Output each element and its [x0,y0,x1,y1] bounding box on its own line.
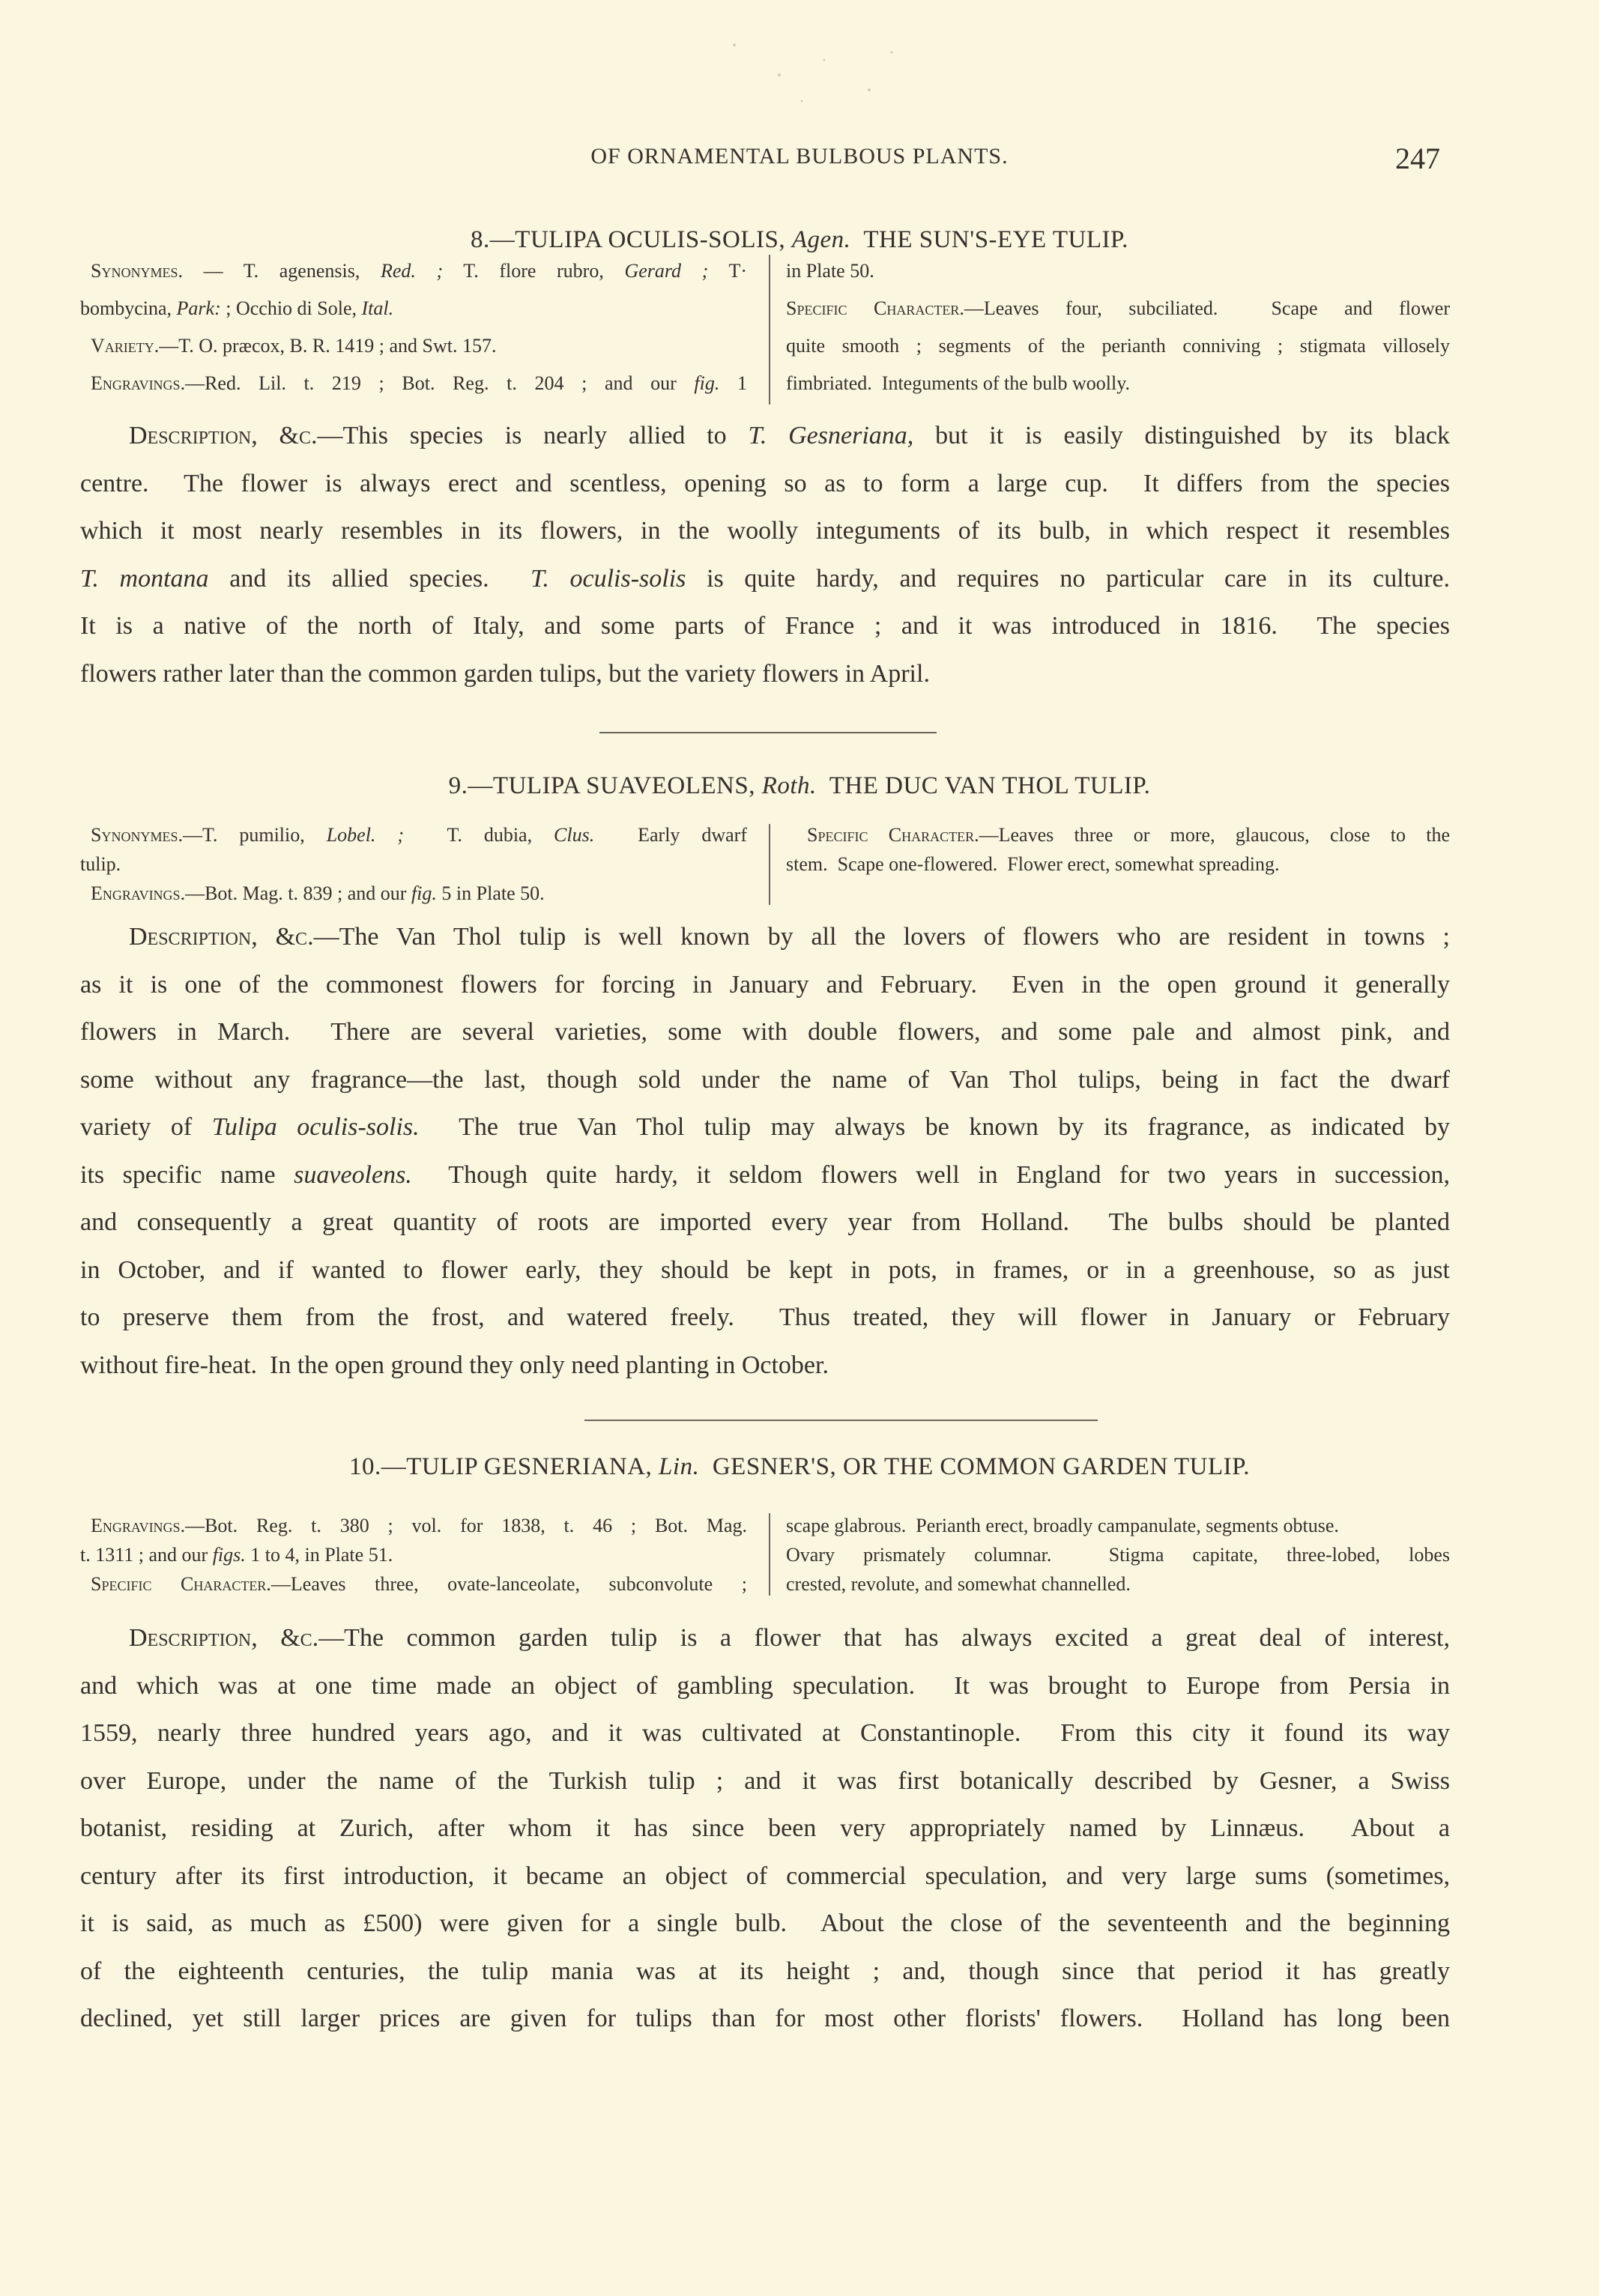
text-line [80,460,1450,508]
text-run: it is said, as much as £500) were given for a single bulb. About the close of the seventeenth and the beginning [80,1909,1450,1937]
text-line [80,879,747,908]
italic-text: Lin. [659,1453,700,1480]
text-line [786,820,1450,849]
text-run: and its allied species. [208,564,531,593]
text-run: 1 [719,372,747,394]
text-run: flowers rather later than the common garden tulips, but the variety flowers in April. [80,659,930,688]
text-run: THE SUN'S-EYE TULIP. [850,226,1128,253]
text-run: and consequently a great quantity of roots are imported every year from Holland. The bulbs should be planted [80,1208,1450,1236]
text-run: in October, and if wanted to flower early, they should be kept in pots, in frames, or in a greenhouse, so as just [80,1255,1450,1284]
text-line [80,412,1450,460]
italic-text: T. montana [80,564,209,593]
text-line [80,1805,1450,1853]
text-line [80,327,747,365]
section-8-right-column [786,252,1450,402]
section-10-title [0,1453,1599,1481]
text-line [786,327,1450,365]
italic-text: T. Gesneriana, [748,422,914,449]
text-run: It is a native of the north of Italy, and some parts of France ; and it was introduced in 1816. The species [80,612,1450,640]
text-line [80,820,747,849]
text-line [80,1540,747,1569]
text-line [80,1948,1450,1996]
italic-text: Roth. [761,772,817,799]
text-line [80,555,1450,603]
text-run: and which was at one time made an object of gambling speculation. It was brought to Europe from Persia in [80,1671,1450,1700]
small-caps-heading: Description, &c. [129,422,318,449]
section-9-description [80,913,1450,1389]
text-run: declined, yet still larger prices are given for tulips than for most other florists' flowers. Holland has long been [80,2005,1450,2032]
italic-text: Park: [176,297,221,319]
text-run: which it most nearly resembles in its flowers, in the woolly integuments of its bulb, in which respect it resembles [80,517,1450,545]
italic-text: Agen. [791,226,851,253]
text-line [80,913,1450,961]
text-line [80,1662,1450,1710]
text-line [80,1151,1450,1199]
small-caps-heading: Engravings. [91,1515,186,1536]
text-run: is quite hardy, and requires no particular care in its culture. [686,564,1450,593]
text-run: 1559, nearly three hundred years ago, and it was cultivated at Constantinople. From this city it found its way [80,1719,1450,1747]
small-caps-heading: Specific Character. [91,1573,271,1595]
text-run: 9.—TULIPA SUAVEOLENS, [448,772,762,799]
text-run: —The Van Thol tulip is well known by all the lovers of flowers who are resident in towns ; [313,923,1450,951]
section-10-right-column [786,1511,1450,1599]
italic-text: Lobel. ; [326,824,405,846]
text-line [786,1569,1450,1599]
small-caps-heading: Engravings. [91,372,186,394]
text-run: — T. agenensis, [182,260,381,282]
text-run: as it is one of the commonest flowers for forcing in January and February. Even in the open ground it generally [80,970,1450,999]
text-line [80,1294,1450,1342]
text-line [80,602,1450,650]
text-line [80,1569,747,1599]
text-line [80,1995,1450,2043]
section-8-description [80,412,1450,697]
text-line [80,1199,1450,1247]
text-run: —Bot. Mag. t. 839 ; and our [185,882,411,904]
text-run: —The common garden tulip is a flower that has always excited a great deal of interest, [318,1624,1450,1652]
text-line [80,1103,1450,1151]
text-run: T· [708,260,747,282]
text-run: botanist, residing at Zurich, after whom it has since been very appropriately named by Linnæus. About a [80,1814,1450,1842]
text-line [786,252,1450,290]
small-caps-heading: Description, &c. [129,923,314,951]
section-8-title [0,226,1599,254]
small-caps-heading: Specific Character. [786,297,964,319]
text-run: of the eighteenth centuries, the tulip mania was at its height ; and, though since that period it has greatly [80,1957,1450,1985]
text-run: but it is easily distinguished by its black [913,422,1450,449]
text-run: GESNER'S, OR THE COMMON GARDEN TULIP. [699,1453,1251,1480]
section-10-description [80,1614,1450,2043]
column-divider [769,255,770,405]
section-10-left-column [80,1511,747,1599]
text-run: t. 1311 ; and our [80,1544,213,1566]
text-run: tulip. [80,853,121,875]
text-line [80,1056,1450,1104]
text-run: in Plate 50. [786,260,874,282]
text-line [80,961,1450,1009]
column-divider [769,1513,770,1596]
text-run: fimbriated. Integuments of the bulb woolly. [786,372,1130,394]
text-run: Though quite hardy, it seldom flowers well in England for two years in succession, [411,1160,1450,1189]
text-run: without fire-heat. In the open ground they only need planting in October. [80,1351,829,1379]
text-run: —Bot. Reg. t. 380 ; vol. for 1838, t. 46 ; Bot. Mag. [185,1515,747,1536]
section-divider [599,732,937,733]
text-line [80,1853,1450,1900]
text-run: 10.—TULIP GESNERIANA, [348,1453,659,1480]
text-run: some without any fragrance—the last, though sold under the name of Van Thol tulips, being in fact the dwarf [80,1065,1450,1094]
text-run: to preserve them from the frost, and watered freely. Thus treated, they will flower in January or February [80,1303,1450,1331]
small-caps-heading: Description, &c. [129,1624,319,1652]
text-run: century after its first introduction, it became an object of commercial speculation, and very large sums (sometimes, [80,1862,1450,1890]
section-9-right-column [786,820,1450,879]
text-run: 8.—TULIPA OCULIS-SOLIS, [471,226,792,253]
italic-text: suaveolens. [294,1160,412,1189]
section-9-title [0,772,1599,800]
text-run: —Leaves four, subciliated. Scape and flower [964,297,1450,319]
scan-artifact-specks [719,30,914,112]
text-run: its specific name [80,1160,294,1189]
italic-text: fig. [694,372,720,394]
text-run: variety of [80,1113,212,1141]
italic-text: fig. [411,882,437,904]
text-line [80,290,747,327]
small-caps-heading: Synonymes. [91,824,183,846]
text-run: bombycina, [80,297,177,319]
section-divider [584,1420,1098,1421]
text-line [80,252,747,290]
column-divider [769,824,770,905]
text-line [80,1757,1450,1805]
text-run: THE DUC VAN THOL TULIP. [816,772,1151,799]
text-run: —Leaves three, ovate-lanceolate, subconvolute ; [270,1573,747,1595]
text-run: —T. pumilio, [182,824,327,846]
text-run: stem. Scape one-flowered. Flower erect, somewhat spreading. [786,853,1280,875]
italic-text: Ital. [361,297,394,319]
italic-text: Clus. [554,824,595,846]
text-run: 5 in Plate 50. [436,882,545,904]
text-line [80,365,747,402]
text-line [786,1540,1450,1569]
text-line [786,1511,1450,1540]
text-line [80,650,1450,698]
text-run: Early dwarf [594,824,747,846]
text-run: flowers in March. There are several varieties, some with double flowers, and some pale and almost pink, and [80,1018,1450,1046]
section-8-left-column [80,252,747,402]
text-run: T. dubia, [404,824,554,846]
text-run: over Europe, under the name of the Turkish tulip ; and it was first botanically described by Gesner, a Swiss [80,1766,1450,1795]
text-run: crested, revolute, and somewhat channelled. [786,1573,1131,1595]
text-line [80,1614,1450,1662]
text-line [80,1511,747,1540]
text-line [786,365,1450,402]
text-run: T. flore rubro, [443,260,625,282]
italic-text: T. oculis-solis [530,564,686,593]
text-line [80,1900,1450,1948]
text-line [80,507,1450,555]
small-caps-heading: Specific Character. [807,824,979,846]
text-run: —Leaves three or more, glaucous, close to the [979,824,1450,846]
text-run: ; Occhio di Sole, [220,297,362,319]
text-run: —This species is nearly allied to [317,422,749,449]
text-run: —Red. Lil. t. 219 ; Bot. Reg. t. 204 ; and our [185,372,695,394]
page-number: 247 [1395,142,1440,175]
italic-text: figs. [212,1544,246,1566]
italic-text: Gerard ; [624,260,709,282]
text-line [80,849,747,879]
text-run: scape glabrous. Perianth erect, broadly campanulate, segments obtuse. [786,1515,1339,1536]
running-head: OF ORNAMENTAL BULBOUS PLANTS. [590,144,1009,169]
text-line [80,1247,1450,1294]
italic-text: Red. ; [380,260,444,282]
text-line [786,290,1450,327]
italic-text: Tulipa oculis-solis. [211,1113,420,1141]
small-caps-heading: Engravings. [91,882,186,904]
text-line [80,1342,1450,1390]
text-run: centre. The flower is always erect and scentless, opening so as to form a large cup. It differs from the species [80,469,1450,497]
text-line [80,1008,1450,1056]
text-run: quite smooth ; segments of the perianth conniving ; stigmata villosely [786,335,1450,357]
text-line [80,1709,1450,1757]
small-caps-heading: Synonymes. [91,260,183,282]
text-run: —T. O. præcox, B. R. 1419 ; and Swt. 157. [159,335,497,357]
section-9-left-column [80,820,747,908]
text-run: 1 to 4, in Plate 51. [245,1544,393,1566]
text-line [786,849,1450,879]
text-run: The true Van Thol tulip may always be known by its fragrance, as indicated by [419,1113,1450,1141]
small-caps-heading: Variety. [91,335,160,357]
text-run: Ovary prismately columnar. Stigma capitate, three-lobed, lobes [786,1544,1450,1566]
